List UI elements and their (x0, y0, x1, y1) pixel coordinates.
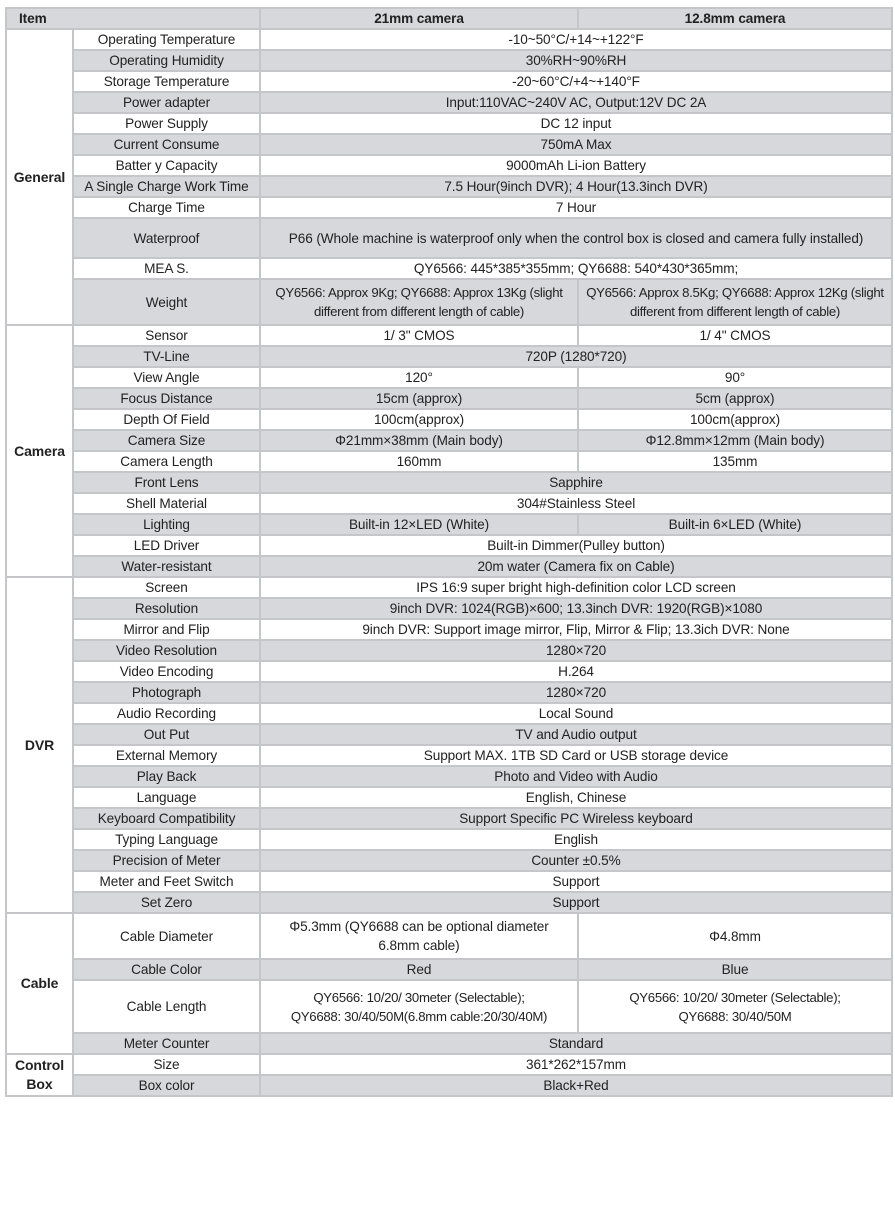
row-value-12-8mm: Built-in 6×LED (White) (578, 514, 892, 535)
row-value-21mm: 100cm(approx) (260, 409, 578, 430)
table-row (6, 661, 892, 682)
table-row (6, 113, 892, 134)
row-value: English (260, 829, 892, 850)
table-row (6, 577, 892, 598)
header-21mm-camera: 21mm camera (260, 8, 578, 29)
table-row (6, 682, 892, 703)
row-label: Language (73, 787, 260, 808)
table-row (6, 556, 892, 577)
row-value-21mm: Red (260, 959, 578, 980)
row-value: Black+Red (260, 1075, 892, 1096)
table-row (6, 472, 892, 493)
row-value-12-8mm (578, 980, 892, 1033)
row-value-21mm: 15cm (approx) (260, 388, 578, 409)
row-label: Power Supply (73, 113, 260, 134)
row-value: -10~50°C/+14~+122°F (260, 29, 892, 50)
table-row (6, 451, 892, 472)
row-value: 750mA Max (260, 134, 892, 155)
row-label: Audio Recording (73, 703, 260, 724)
row-label: External Memory (73, 745, 260, 766)
table-row (6, 50, 892, 71)
row-value-12-8mm: 90° (578, 367, 892, 388)
row-value: QY6566: 445*385*355mm; QY6688: 540*430*365mm; (260, 258, 892, 279)
row-label: Camera Size (73, 430, 260, 451)
row-label: Shell Material (73, 493, 260, 514)
group-control-box (6, 1054, 73, 1096)
row-label: Meter and Feet Switch (73, 871, 260, 892)
row-label: Charge Time (73, 197, 260, 218)
table-row (6, 409, 892, 430)
table-row (6, 766, 892, 787)
row-label: MEA S. (73, 258, 260, 279)
row-value-21mm: 120° (260, 367, 578, 388)
row-label: Cable Color (73, 959, 260, 980)
row-label: Waterproof (73, 218, 260, 258)
row-value: Local Sound (260, 703, 892, 724)
row-value: -20~60°C/+4~+140°F (260, 71, 892, 92)
table-row (6, 892, 892, 913)
row-label: Screen (73, 577, 260, 598)
row-label: Play Back (73, 766, 260, 787)
row-label: Weight (73, 279, 260, 325)
table-row (6, 787, 892, 808)
row-value: 20m water (Camera fix on Cable) (260, 556, 892, 577)
header-12-8mm-camera: 12.8mm camera (578, 8, 892, 29)
table-row (6, 959, 892, 980)
table-row (6, 388, 892, 409)
row-label: A Single Charge Work Time (73, 176, 260, 197)
row-value-21mm: 1/ 3" CMOS (260, 325, 578, 346)
table-row (6, 598, 892, 619)
row-value: Support Specific PC Wireless keyboard (260, 808, 892, 829)
group-camera: Camera (6, 325, 73, 577)
row-value-12-8mm: Φ4.8mm (578, 913, 892, 959)
row-value-12-8mm: Blue (578, 959, 892, 980)
row-label: Cable Diameter (73, 913, 260, 959)
row-label: TV-Line (73, 346, 260, 367)
row-label: Video Encoding (73, 661, 260, 682)
cable-length-12-8mm-line2: QY6688: 30/40/50M (678, 1008, 792, 1024)
table-row (6, 197, 892, 218)
row-label: Meter Counter (73, 1033, 260, 1054)
row-value: 361*262*157mm (260, 1054, 892, 1075)
row-value-12-8mm: QY6566: Approx 8.5Kg; QY6688: Approx 12Kg (slight different from different length of cable) (578, 279, 892, 325)
table-row (6, 980, 892, 1033)
row-value: Counter ±0.5% (260, 850, 892, 871)
row-label: Keyboard Compatibility (73, 808, 260, 829)
table-row (6, 829, 892, 850)
table-row (6, 92, 892, 113)
row-value: 9000mAh Li-ion Battery (260, 155, 892, 176)
table-row (6, 1033, 892, 1054)
row-value: DC 12 input (260, 113, 892, 134)
row-label: Focus Distance (73, 388, 260, 409)
row-label: Cable Length (73, 980, 260, 1033)
row-value: TV and Audio output (260, 724, 892, 745)
row-label: Mirror and Flip (73, 619, 260, 640)
group-control-box-line2: Box (26, 1076, 53, 1092)
row-value-12-8mm: 135mm (578, 451, 892, 472)
table-row (6, 640, 892, 661)
row-value: Standard (260, 1033, 892, 1054)
row-value: 720P (1280*720) (260, 346, 892, 367)
row-value: Support (260, 892, 892, 913)
row-label: Sensor (73, 325, 260, 346)
row-value: 7 Hour (260, 197, 892, 218)
row-label: View Angle (73, 367, 260, 388)
row-value: Input:110VAC~240V AC, Output:12V DC 2A (260, 92, 892, 113)
row-value-21mm: QY6566: Approx 9Kg; QY6688: Approx 13Kg (slight different from different length of cable) (260, 279, 578, 325)
row-label: Power adapter (73, 92, 260, 113)
row-label: Video Resolution (73, 640, 260, 661)
table-row (6, 176, 892, 197)
table-row (6, 367, 892, 388)
header-row (6, 8, 892, 29)
table-row (6, 71, 892, 92)
table-row (6, 703, 892, 724)
table-row (6, 493, 892, 514)
table-row (6, 325, 892, 346)
row-value: 1280×720 (260, 682, 892, 703)
row-value: Built-in Dimmer(Pulley button) (260, 535, 892, 556)
row-label: Current Consume (73, 134, 260, 155)
table-row (6, 430, 892, 451)
row-label: LED Driver (73, 535, 260, 556)
row-label: Lighting (73, 514, 260, 535)
row-value-12-8mm: 100cm(approx) (578, 409, 892, 430)
row-value: Support MAX. 1TB SD Card or USB storage device (260, 745, 892, 766)
row-label: Typing Language (73, 829, 260, 850)
row-label: Front Lens (73, 472, 260, 493)
row-value: IPS 16:9 super bright high-definition color LCD screen (260, 577, 892, 598)
row-value: 304#Stainless Steel (260, 493, 892, 514)
table-row (6, 724, 892, 745)
row-label: Depth Of Field (73, 409, 260, 430)
table-row (6, 535, 892, 556)
row-label: Camera Length (73, 451, 260, 472)
table-row (6, 218, 892, 258)
row-label: Batter y Capacity (73, 155, 260, 176)
table-row (6, 155, 892, 176)
spec-table (5, 7, 893, 1097)
row-label: Storage Temperature (73, 71, 260, 92)
row-label: Photograph (73, 682, 260, 703)
row-value-12-8mm: 5cm (approx) (578, 388, 892, 409)
row-value: Support (260, 871, 892, 892)
row-value: 30%RH~90%RH (260, 50, 892, 71)
row-label: Operating Humidity (73, 50, 260, 71)
table-row (6, 134, 892, 155)
table-row (6, 745, 892, 766)
table-row (6, 850, 892, 871)
row-value: 9inch DVR: Support image mirror, Flip, Mirror & Flip; 13.3ich DVR: None (260, 619, 892, 640)
row-value: Photo and Video with Audio (260, 766, 892, 787)
cable-length-21mm-line2: QY6688: 30/40/50M(6.8mm cable:20/30/40M) (290, 1008, 548, 1024)
row-value-21mm: 160mm (260, 451, 578, 472)
table-row (6, 29, 892, 50)
row-label: Operating Temperature (73, 29, 260, 50)
table-row (6, 258, 892, 279)
group-cable: Cable (6, 913, 73, 1054)
group-dvr: DVR (6, 577, 73, 913)
row-label: Precision of Meter (73, 850, 260, 871)
table-row (6, 279, 892, 325)
row-value-12-8mm: Φ12.8mm×12mm (Main body) (578, 430, 892, 451)
row-value-12-8mm: 1/ 4" CMOS (578, 325, 892, 346)
table-row (6, 871, 892, 892)
table-row (6, 619, 892, 640)
row-value: P66 (Whole machine is waterproof only when the control box is closed and camera fully installed) (260, 218, 892, 258)
row-label: Set Zero (73, 892, 260, 913)
header-item: Item (6, 8, 260, 29)
table-row (6, 1075, 892, 1096)
row-value-21mm: Φ5.3mm (QY6688 can be optional diameter 6.8mm cable) (260, 913, 578, 959)
table-row (6, 808, 892, 829)
cable-length-12-8mm-line1: QY6566: 10/20/ 30meter (Selectable); (629, 989, 841, 1005)
row-value: 1280×720 (260, 640, 892, 661)
table-row (6, 1054, 892, 1075)
row-value-21mm (260, 980, 578, 1033)
row-value: English, Chinese (260, 787, 892, 808)
row-value: H.264 (260, 661, 892, 682)
row-value: 7.5 Hour(9inch DVR); 4 Hour(13.3inch DVR) (260, 176, 892, 197)
row-value: 9inch DVR: 1024(RGB)×600; 13.3inch DVR: 1920(RGB)×1080 (260, 598, 892, 619)
cable-length-21mm-line1: QY6566: 10/20/ 30meter (Selectable); (313, 989, 525, 1005)
table-row (6, 514, 892, 535)
table-row (6, 346, 892, 367)
row-label: Resolution (73, 598, 260, 619)
row-label: Size (73, 1054, 260, 1075)
row-label: Water-resistant (73, 556, 260, 577)
group-control-box-line1: Control (14, 1057, 65, 1073)
row-label: Box color (73, 1075, 260, 1096)
table-row (6, 913, 892, 959)
row-label: Out Put (73, 724, 260, 745)
row-value: Sapphire (260, 472, 892, 493)
row-value-21mm: Built-in 12×LED (White) (260, 514, 578, 535)
row-value-21mm: Φ21mm×38mm (Main body) (260, 430, 578, 451)
group-general: General (6, 29, 73, 325)
